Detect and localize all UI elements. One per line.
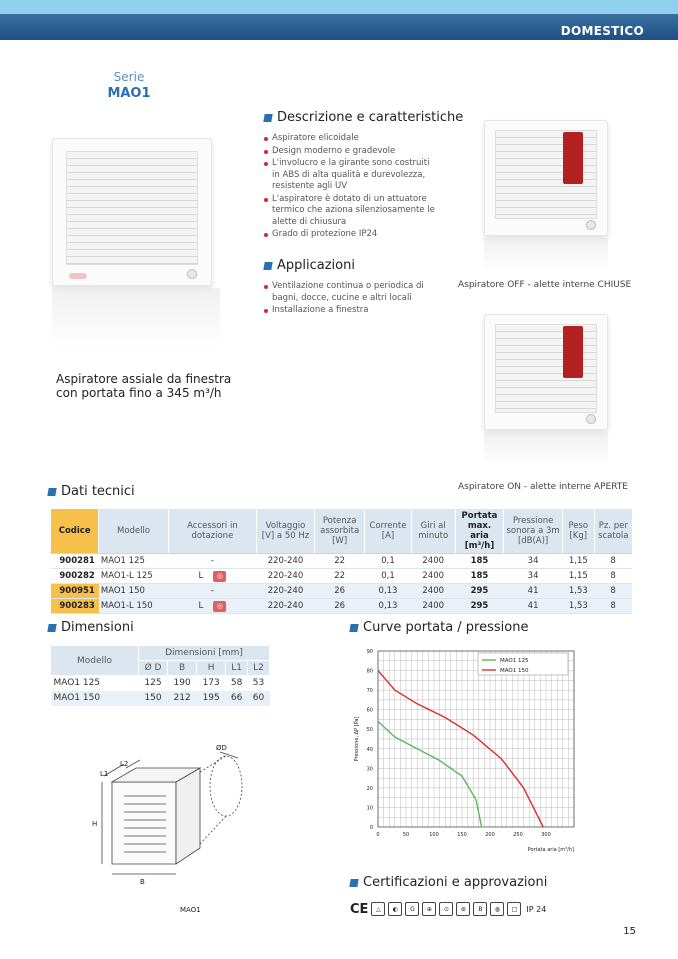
cell-acc: - — [168, 554, 256, 569]
dims-header-row — [51, 646, 270, 661]
applications-list — [264, 281, 439, 318]
header-bar — [0, 0, 678, 40]
y-axis-label: Pressione, ΔP [Pa] — [354, 716, 360, 762]
ip-rating: IP 24 — [526, 904, 547, 914]
x-tick-label: 100 — [429, 832, 439, 838]
section-title: DOMESTICO — [560, 24, 644, 38]
tech-heading — [48, 484, 135, 499]
tech-header-row — [51, 509, 633, 554]
fan-off-image — [484, 120, 608, 236]
dims-col-group: Dimensioni [mm] — [139, 646, 270, 661]
cell-code: 900951 — [51, 584, 99, 599]
cell-current: 0,1 — [365, 569, 411, 584]
label-model: MAO1 — [180, 906, 201, 914]
acc-letter: L — [198, 571, 204, 581]
tech-title: Dati tecnici — [61, 484, 135, 499]
cell-current: 0,1 — [365, 554, 411, 569]
caption-off: Aspiratore OFF - alette interne CHIUSE — [458, 280, 632, 290]
cell-model: MAO1 125 — [99, 554, 168, 569]
heading-marker-icon — [349, 624, 358, 632]
label-h: H — [92, 820, 98, 828]
legend-label: MAO1 125 — [500, 658, 529, 664]
dims-val: 190 — [173, 678, 191, 689]
curve-title: Curve portata / pressione — [363, 620, 529, 635]
x-tick-label: 50 — [402, 832, 410, 838]
cell-flow: 295 — [455, 599, 503, 614]
dims-val: 58 — [230, 678, 243, 689]
cert-icons — [350, 902, 546, 916]
cell-noise: 41 — [504, 584, 563, 599]
dims-col: Ø D — [139, 661, 168, 676]
cell-power: 22 — [314, 554, 364, 569]
col-code: Codice — [51, 509, 99, 554]
accessory-icon: ◎ — [213, 601, 226, 612]
x-tick-label: 300 — [541, 832, 551, 838]
cell-flow: 185 — [455, 569, 503, 584]
cell-rpm: 2400 — [411, 554, 455, 569]
cert-title: Certificazioni e approvazioni — [363, 875, 548, 890]
list-item: L'involucro e la girante sono costruiti in ABS di alta qualità e durevolezza, resistente agli UV — [264, 158, 439, 193]
cert-heading — [350, 875, 547, 890]
dims-val: 53 — [252, 678, 265, 689]
dims-val: 66 — [226, 691, 248, 706]
tech-table — [50, 509, 632, 614]
cell-rpm: 2400 — [411, 599, 455, 614]
y-tick-label: 80 — [366, 668, 373, 675]
dims-val: 60 — [248, 691, 270, 706]
heading-marker-icon — [47, 624, 56, 632]
brand-logo — [69, 273, 87, 279]
label-l1: L1 — [100, 770, 109, 778]
y-tick-label: 90 — [366, 649, 373, 655]
heading-marker-icon — [263, 114, 272, 122]
heading-marker-icon — [349, 879, 358, 887]
fan-motor — [563, 132, 583, 184]
hazard-icon: △ — [371, 902, 385, 916]
col-power: Potenza assorbita [W] — [314, 509, 364, 554]
fan-on-image — [484, 314, 608, 430]
cell-flow: 295 — [455, 584, 503, 599]
cell-model: MAO1 150 — [99, 584, 168, 599]
fan-reflection — [484, 432, 608, 466]
acc-letter: L — [198, 601, 204, 611]
series-line-1 — [378, 721, 482, 827]
cell-current: 0,13 — [365, 584, 411, 599]
cell-model: MAO1-L 150 — [99, 599, 168, 614]
col-current: Corrente [A] — [365, 509, 411, 554]
label-b: B — [140, 878, 145, 886]
dims-col: L1 — [226, 661, 248, 676]
cell-power: 26 — [314, 599, 364, 614]
main-caption-line1: Aspiratore assiale da finestra — [56, 372, 232, 386]
b-mark-icon: B — [473, 902, 487, 916]
fan-side-face — [176, 768, 200, 864]
y-tick-label: 30 — [366, 766, 373, 773]
curve-heading — [350, 620, 528, 635]
table-row — [51, 554, 633, 569]
label-l2: L2 — [120, 760, 129, 768]
col-box: Pz. per scatola — [594, 509, 632, 554]
cert-mark-icon: ⊙ — [439, 902, 453, 916]
list-item: Ventilazione continua o periodica di bagni, docce, cucine e altri locali — [264, 281, 439, 304]
cell-rpm: 2400 — [411, 569, 455, 584]
table-row — [51, 676, 270, 691]
cell-box: 8 — [594, 599, 632, 614]
col-noise: Pressione sonora a 3m [dB(A)] — [504, 509, 563, 554]
fan-knob — [187, 269, 197, 279]
series-name: MAO1 — [107, 86, 151, 101]
cell-rpm: 2400 — [411, 584, 455, 599]
col-acc: Accessori in dotazione — [168, 509, 256, 554]
table-row — [51, 599, 633, 614]
cell-weight: 1,15 — [563, 554, 595, 569]
cell-noise: 34 — [504, 569, 563, 584]
dims-val: 150 — [139, 691, 168, 706]
y-tick-label: 20 — [366, 785, 373, 792]
gost-icon: G — [405, 902, 419, 916]
table-row — [51, 569, 633, 584]
y-tick-label: 40 — [366, 746, 373, 753]
accessory-icon: ◎ — [213, 571, 226, 582]
main-caption — [56, 372, 231, 400]
cell-code: 900281 — [51, 554, 99, 569]
heading-marker-icon — [47, 488, 56, 496]
description-title: Descrizione e caratteristiche — [277, 110, 464, 125]
dims-model: MAO1 150 — [51, 691, 139, 706]
ce-mark-icon: CE — [350, 901, 369, 917]
col-weight: Peso [Kg] — [563, 509, 595, 554]
cert-circle-icon: ⊕ — [422, 902, 436, 916]
list-item: Grado di protezione IP24 — [264, 229, 439, 241]
y-tick-label: 50 — [366, 727, 373, 734]
dims-col: H — [197, 661, 226, 676]
cell-acc — [168, 569, 256, 584]
fan-reflection — [52, 288, 220, 348]
list-item: Design moderno e gradevole — [264, 146, 439, 158]
eac-icon: ◐ — [388, 902, 402, 916]
cert-ua-icon: ⊛ — [456, 902, 470, 916]
x-tick-label: 150 — [457, 832, 467, 838]
list-item: L'aspiratore è dotato di un attuatore termico che aziona silenziosamente le alette di chiusura — [264, 194, 439, 229]
cell-volt: 220-240 — [257, 569, 315, 584]
cell-noise: 34 — [504, 554, 563, 569]
dimension-drawing — [84, 738, 274, 918]
label-d: ØD — [216, 744, 227, 752]
y-tick-label: 10 — [366, 805, 373, 812]
main-caption-line2: con portata fino a 345 m³/h — [56, 386, 222, 400]
cell-current: 0,13 — [365, 599, 411, 614]
chart-svg — [350, 645, 590, 857]
table-row — [51, 584, 633, 599]
list-item: Aspiratore elicoidale — [264, 133, 439, 145]
dims-col-model: Modello — [51, 646, 139, 676]
dims-val: 125 — [144, 678, 162, 689]
curve-chart — [350, 645, 590, 857]
cell-weight: 1,53 — [563, 599, 595, 614]
dims-val: 212 — [168, 691, 197, 706]
main-fan-image — [52, 138, 212, 286]
cell-box: 8 — [594, 569, 632, 584]
cell-acc — [168, 599, 256, 614]
cell-noise: 41 — [504, 599, 563, 614]
col-model: Modello — [99, 509, 168, 554]
cell-box: 8 — [594, 554, 632, 569]
cell-box: 8 — [594, 584, 632, 599]
dims-val: 195 — [197, 691, 226, 706]
cell-flow: 185 — [455, 554, 503, 569]
applications-heading — [264, 258, 355, 273]
cell-weight: 1,53 — [563, 584, 595, 599]
cell-volt: 220-240 — [257, 599, 315, 614]
cell-acc: - — [168, 584, 256, 599]
dims-col: B — [168, 661, 197, 676]
applications-title: Applicazioni — [277, 258, 355, 273]
cell-volt: 220-240 — [257, 584, 315, 599]
cell-weight: 1,15 — [563, 569, 595, 584]
y-tick-label: 60 — [366, 707, 373, 714]
list-item: Installazione a finestra — [264, 305, 439, 317]
dimensions-heading — [48, 620, 134, 635]
fan-motor — [563, 326, 583, 378]
dimensions-table — [50, 645, 270, 706]
duct-circle — [210, 756, 242, 816]
cell-volt: 220-240 — [257, 554, 315, 569]
dims-model: MAO1 125 — [53, 678, 101, 689]
dims-col: L2 — [248, 661, 270, 676]
cell-code: 900282 — [51, 569, 99, 584]
y-tick-label: 0 — [369, 825, 373, 831]
heading-marker-icon — [263, 262, 272, 270]
y-tick-label: 70 — [366, 688, 373, 695]
fan-grille — [66, 151, 199, 265]
x-tick-label: 200 — [485, 832, 495, 838]
col-volt: Voltaggio [V] a 50 Hz — [257, 509, 315, 554]
x-tick-label: 0 — [376, 832, 380, 838]
col-flow: Portata max. aria [m³/h] — [455, 509, 503, 554]
series-label: Serie — [113, 70, 145, 84]
table-row — [51, 691, 270, 706]
legend-label: MAO1 150 — [500, 668, 529, 674]
fan-knob — [586, 220, 596, 230]
caption-on: Aspiratore ON - alette interne APERTE — [458, 482, 628, 492]
x-axis-label: Portata aria [m³/h] — [527, 847, 574, 853]
dims-val: 173 — [202, 678, 220, 689]
fan-reflection — [484, 238, 608, 272]
col-rpm: Giri al minuto — [411, 509, 455, 554]
cell-power: 22 — [314, 569, 364, 584]
double-insulation-icon: □ — [507, 902, 521, 916]
fan-knob — [586, 414, 596, 424]
page-number: 15 — [623, 926, 636, 937]
dimensions-title: Dimensioni — [61, 620, 134, 635]
cell-model: MAO1-L 125 — [99, 569, 168, 584]
description-list — [264, 133, 439, 242]
cell-code: 900283 — [51, 599, 99, 614]
description-heading — [264, 110, 463, 125]
cell-power: 26 — [314, 584, 364, 599]
x-tick-label: 250 — [513, 832, 523, 838]
globe-icon: ◍ — [490, 902, 504, 916]
